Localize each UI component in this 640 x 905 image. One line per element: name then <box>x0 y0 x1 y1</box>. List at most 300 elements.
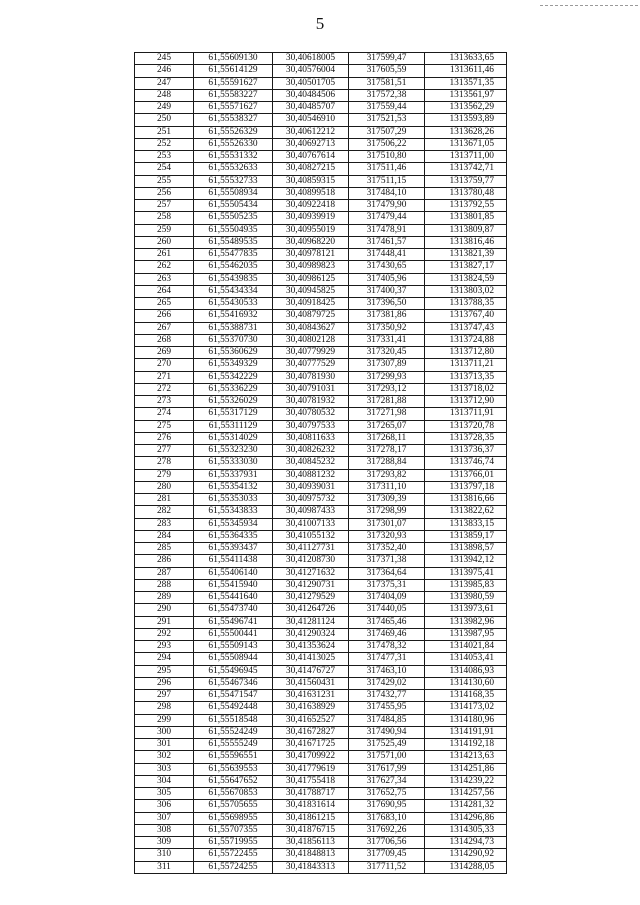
x-coordinate-cell: 317490,94 <box>349 726 425 738</box>
latitude-cell: 61,55343833 <box>194 506 273 518</box>
point-number-cell: 256 <box>135 187 194 199</box>
table-row <box>135 726 507 738</box>
y-coordinate-cell: 1314053,41 <box>425 653 507 665</box>
x-coordinate-cell: 317396,50 <box>349 298 425 310</box>
latitude-cell: 61,55609130 <box>194 53 273 65</box>
longitude-cell: 30,40779929 <box>273 347 349 359</box>
y-coordinate-cell: 1313571,35 <box>425 77 507 89</box>
table-row <box>135 824 507 836</box>
table-row <box>135 628 507 640</box>
longitude-cell: 30,40797533 <box>273 420 349 432</box>
latitude-cell: 61,55496945 <box>194 665 273 677</box>
point-number-cell: 257 <box>135 200 194 212</box>
x-coordinate-cell: 317375,31 <box>349 579 425 591</box>
y-coordinate-cell: 1313711,91 <box>425 408 507 420</box>
latitude-cell: 61,55719955 <box>194 837 273 849</box>
x-coordinate-cell: 317559,44 <box>349 102 425 114</box>
x-coordinate-cell: 317299,93 <box>349 371 425 383</box>
longitude-cell: 30,40987433 <box>273 506 349 518</box>
table-row <box>135 126 507 138</box>
latitude-cell: 61,55406140 <box>194 567 273 579</box>
table-row <box>135 102 507 114</box>
x-coordinate-cell: 317301,07 <box>349 518 425 530</box>
x-coordinate-cell: 317404,09 <box>349 592 425 604</box>
x-coordinate-cell: 317461,57 <box>349 236 425 248</box>
point-number-cell: 270 <box>135 359 194 371</box>
y-coordinate-cell: 1313797,18 <box>425 481 507 493</box>
y-coordinate-cell: 1313611,46 <box>425 65 507 77</box>
longitude-cell: 30,40975732 <box>273 494 349 506</box>
latitude-cell: 61,55505434 <box>194 200 273 212</box>
point-number-cell: 304 <box>135 775 194 787</box>
latitude-cell: 61,55311129 <box>194 420 273 432</box>
latitude-cell: 61,55492448 <box>194 702 273 714</box>
point-number-cell: 272 <box>135 383 194 395</box>
table-row <box>135 739 507 751</box>
latitude-cell: 61,55360629 <box>194 347 273 359</box>
x-coordinate-cell: 317506,22 <box>349 138 425 150</box>
y-coordinate-cell: 1314168,35 <box>425 690 507 702</box>
table-row <box>135 432 507 444</box>
y-coordinate-cell: 1313766,01 <box>425 469 507 481</box>
table-row <box>135 702 507 714</box>
point-number-cell: 248 <box>135 89 194 101</box>
latitude-cell: 61,55342229 <box>194 371 273 383</box>
longitude-cell: 30,40780532 <box>273 408 349 420</box>
latitude-cell: 61,55707355 <box>194 824 273 836</box>
table-row <box>135 249 507 261</box>
x-coordinate-cell: 317268,11 <box>349 432 425 444</box>
longitude-cell: 30,40546910 <box>273 114 349 126</box>
longitude-cell: 30,40899518 <box>273 187 349 199</box>
point-number-cell: 281 <box>135 494 194 506</box>
x-coordinate-cell: 317692,26 <box>349 824 425 836</box>
latitude-cell: 61,55639553 <box>194 763 273 775</box>
x-coordinate-cell: 317320,45 <box>349 347 425 359</box>
longitude-cell: 30,41779619 <box>273 763 349 775</box>
point-number-cell: 302 <box>135 751 194 763</box>
longitude-cell: 30,40986125 <box>273 273 349 285</box>
latitude-cell: 61,55333030 <box>194 457 273 469</box>
latitude-cell: 61,55532733 <box>194 175 273 187</box>
x-coordinate-cell: 317293,82 <box>349 469 425 481</box>
x-coordinate-cell: 317364,64 <box>349 567 425 579</box>
point-number-cell: 297 <box>135 690 194 702</box>
latitude-cell: 61,55509143 <box>194 641 273 653</box>
y-coordinate-cell: 1313982,96 <box>425 616 507 628</box>
longitude-cell: 30,41652527 <box>273 714 349 726</box>
y-coordinate-cell: 1313898,57 <box>425 543 507 555</box>
longitude-cell: 30,40922418 <box>273 200 349 212</box>
x-coordinate-cell: 317484,85 <box>349 714 425 726</box>
longitude-cell: 30,40811633 <box>273 432 349 444</box>
y-coordinate-cell: 1313633,65 <box>425 53 507 65</box>
latitude-cell: 61,55393437 <box>194 543 273 555</box>
longitude-cell: 30,41271632 <box>273 567 349 579</box>
point-number-cell: 286 <box>135 555 194 567</box>
y-coordinate-cell: 1314296,86 <box>425 812 507 824</box>
x-coordinate-cell: 317381,86 <box>349 310 425 322</box>
longitude-cell: 30,40692713 <box>273 138 349 150</box>
longitude-cell: 30,40843627 <box>273 322 349 334</box>
latitude-cell: 61,55505235 <box>194 212 273 224</box>
x-coordinate-cell: 317571,00 <box>349 751 425 763</box>
y-coordinate-cell: 1314251,86 <box>425 763 507 775</box>
table-row <box>135 788 507 800</box>
point-number-cell: 245 <box>135 53 194 65</box>
longitude-cell: 30,41831614 <box>273 800 349 812</box>
latitude-cell: 61,55571627 <box>194 102 273 114</box>
table-row <box>135 641 507 653</box>
y-coordinate-cell: 1313713,35 <box>425 371 507 383</box>
point-number-cell: 280 <box>135 481 194 493</box>
table-row <box>135 677 507 689</box>
y-coordinate-cell: 1314021,84 <box>425 641 507 653</box>
y-coordinate-cell: 1314294,73 <box>425 837 507 849</box>
point-number-cell: 284 <box>135 530 194 542</box>
table-row <box>135 751 507 763</box>
y-coordinate-cell: 1313827,17 <box>425 261 507 273</box>
x-coordinate-cell: 317432,77 <box>349 690 425 702</box>
x-coordinate-cell: 317572,38 <box>349 89 425 101</box>
longitude-cell: 30,41279529 <box>273 592 349 604</box>
y-coordinate-cell: 1313671,05 <box>425 138 507 150</box>
longitude-cell: 30,41127731 <box>273 543 349 555</box>
table-row <box>135 212 507 224</box>
table-row <box>135 285 507 297</box>
y-coordinate-cell: 1313816,66 <box>425 494 507 506</box>
latitude-cell: 61,55583227 <box>194 89 273 101</box>
y-coordinate-cell: 1313801,85 <box>425 212 507 224</box>
point-number-cell: 258 <box>135 212 194 224</box>
x-coordinate-cell: 317709,45 <box>349 849 425 861</box>
latitude-cell: 61,55532633 <box>194 163 273 175</box>
latitude-cell: 61,55722455 <box>194 849 273 861</box>
longitude-cell: 30,41353624 <box>273 641 349 653</box>
y-coordinate-cell: 1313711,21 <box>425 359 507 371</box>
table-row <box>135 861 507 873</box>
x-coordinate-cell: 317511,15 <box>349 175 425 187</box>
latitude-cell: 61,55467346 <box>194 677 273 689</box>
y-coordinate-cell: 1314257,56 <box>425 788 507 800</box>
y-coordinate-cell: 1313824,59 <box>425 273 507 285</box>
y-coordinate-cell: 1314130,60 <box>425 677 507 689</box>
y-coordinate-cell: 1313780,48 <box>425 187 507 199</box>
x-coordinate-cell: 317455,95 <box>349 702 425 714</box>
point-number-cell: 265 <box>135 298 194 310</box>
x-coordinate-cell: 317311,10 <box>349 481 425 493</box>
x-coordinate-cell: 317320,93 <box>349 530 425 542</box>
y-coordinate-cell: 1314086,93 <box>425 665 507 677</box>
y-coordinate-cell: 1313767,40 <box>425 310 507 322</box>
table-row <box>135 359 507 371</box>
latitude-cell: 61,55473740 <box>194 604 273 616</box>
x-coordinate-cell: 317510,80 <box>349 151 425 163</box>
x-coordinate-cell: 317479,44 <box>349 212 425 224</box>
table-row <box>135 200 507 212</box>
longitude-cell: 30,41788717 <box>273 788 349 800</box>
latitude-cell: 61,55370730 <box>194 334 273 346</box>
longitude-cell: 30,40939031 <box>273 481 349 493</box>
table-row <box>135 175 507 187</box>
x-coordinate-cell: 317605,59 <box>349 65 425 77</box>
y-coordinate-cell: 1313816,46 <box>425 236 507 248</box>
latitude-cell: 61,55323230 <box>194 445 273 457</box>
y-coordinate-cell: 1314180,96 <box>425 714 507 726</box>
point-number-cell: 253 <box>135 151 194 163</box>
y-coordinate-cell: 1314213,63 <box>425 751 507 763</box>
x-coordinate-cell: 317521,53 <box>349 114 425 126</box>
point-number-cell: 290 <box>135 604 194 616</box>
point-number-cell: 309 <box>135 837 194 849</box>
latitude-cell: 61,55508944 <box>194 653 273 665</box>
latitude-cell: 61,55314029 <box>194 432 273 444</box>
x-coordinate-cell: 317617,99 <box>349 763 425 775</box>
longitude-cell: 30,40576004 <box>273 65 349 77</box>
y-coordinate-cell: 1313987,95 <box>425 628 507 640</box>
x-coordinate-cell: 317599,47 <box>349 53 425 65</box>
table-row <box>135 187 507 199</box>
x-coordinate-cell: 317288,84 <box>349 457 425 469</box>
longitude-cell: 30,40845232 <box>273 457 349 469</box>
y-coordinate-cell: 1313712,90 <box>425 396 507 408</box>
y-coordinate-cell: 1313711,00 <box>425 151 507 163</box>
point-number-cell: 305 <box>135 788 194 800</box>
x-coordinate-cell: 317298,99 <box>349 506 425 518</box>
y-coordinate-cell: 1313720,78 <box>425 420 507 432</box>
latitude-cell: 61,55504935 <box>194 224 273 236</box>
y-coordinate-cell: 1313788,35 <box>425 298 507 310</box>
latitude-cell: 61,55411438 <box>194 555 273 567</box>
point-number-cell: 300 <box>135 726 194 738</box>
point-number-cell: 293 <box>135 641 194 653</box>
latitude-cell: 61,55531332 <box>194 151 273 163</box>
x-coordinate-cell: 317430,65 <box>349 261 425 273</box>
table-row <box>135 396 507 408</box>
y-coordinate-cell: 1313942,12 <box>425 555 507 567</box>
longitude-cell: 30,40939919 <box>273 212 349 224</box>
longitude-cell: 30,41264726 <box>273 604 349 616</box>
latitude-cell: 61,55326029 <box>194 396 273 408</box>
longitude-cell: 30,41671725 <box>273 739 349 751</box>
y-coordinate-cell: 1313859,17 <box>425 530 507 542</box>
x-coordinate-cell: 317429,02 <box>349 677 425 689</box>
longitude-cell: 30,41290731 <box>273 579 349 591</box>
x-coordinate-cell: 317271,98 <box>349 408 425 420</box>
point-number-cell: 250 <box>135 114 194 126</box>
point-number-cell: 311 <box>135 861 194 873</box>
table-row <box>135 812 507 824</box>
table-row <box>135 653 507 665</box>
point-number-cell: 268 <box>135 334 194 346</box>
table-row <box>135 322 507 334</box>
point-number-cell: 303 <box>135 763 194 775</box>
y-coordinate-cell: 1313975,41 <box>425 567 507 579</box>
point-number-cell: 283 <box>135 518 194 530</box>
y-coordinate-cell: 1313562,29 <box>425 102 507 114</box>
x-coordinate-cell: 317307,89 <box>349 359 425 371</box>
point-number-cell: 275 <box>135 420 194 432</box>
longitude-cell: 30,40781930 <box>273 371 349 383</box>
y-coordinate-cell: 1314239,22 <box>425 775 507 787</box>
top-divider <box>540 5 638 6</box>
point-number-cell: 254 <box>135 163 194 175</box>
longitude-cell: 30,41848813 <box>273 849 349 861</box>
longitude-cell: 30,40955019 <box>273 224 349 236</box>
y-coordinate-cell: 1313821,39 <box>425 249 507 261</box>
longitude-cell: 30,40945825 <box>273 285 349 297</box>
latitude-cell: 61,55526330 <box>194 138 273 150</box>
table-row <box>135 592 507 604</box>
x-coordinate-cell: 317507,29 <box>349 126 425 138</box>
latitude-cell: 61,55596551 <box>194 751 273 763</box>
x-coordinate-cell: 317711,52 <box>349 861 425 873</box>
latitude-cell: 61,55477835 <box>194 249 273 261</box>
y-coordinate-cell: 1314191,91 <box>425 726 507 738</box>
longitude-cell: 30,40918425 <box>273 298 349 310</box>
point-number-cell: 264 <box>135 285 194 297</box>
y-coordinate-cell: 1313833,15 <box>425 518 507 530</box>
longitude-cell: 30,41638929 <box>273 702 349 714</box>
point-number-cell: 261 <box>135 249 194 261</box>
point-number-cell: 271 <box>135 371 194 383</box>
table-row <box>135 310 507 322</box>
point-number-cell: 247 <box>135 77 194 89</box>
x-coordinate-cell: 317479,90 <box>349 200 425 212</box>
latitude-cell: 61,55349329 <box>194 359 273 371</box>
longitude-cell: 30,41007133 <box>273 518 349 530</box>
longitude-cell: 30,41208730 <box>273 555 349 567</box>
table-row <box>135 518 507 530</box>
point-number-cell: 310 <box>135 849 194 861</box>
point-number-cell: 263 <box>135 273 194 285</box>
point-number-cell: 285 <box>135 543 194 555</box>
latitude-cell: 61,55670853 <box>194 788 273 800</box>
latitude-cell: 61,55496741 <box>194 616 273 628</box>
longitude-cell: 30,40791031 <box>273 383 349 395</box>
latitude-cell: 61,55705655 <box>194 800 273 812</box>
longitude-cell: 30,40826232 <box>273 445 349 457</box>
point-number-cell: 289 <box>135 592 194 604</box>
longitude-cell: 30,41843313 <box>273 861 349 873</box>
y-coordinate-cell: 1313712,80 <box>425 347 507 359</box>
longitude-cell: 30,41413025 <box>273 653 349 665</box>
point-number-cell: 306 <box>135 800 194 812</box>
table-row <box>135 89 507 101</box>
point-number-cell: 255 <box>135 175 194 187</box>
longitude-cell: 30,41290324 <box>273 628 349 640</box>
table-row <box>135 347 507 359</box>
latitude-cell: 61,55416932 <box>194 310 273 322</box>
coordinates-table <box>134 52 507 874</box>
latitude-cell: 61,55441640 <box>194 592 273 604</box>
point-number-cell: 282 <box>135 506 194 518</box>
y-coordinate-cell: 1313718,02 <box>425 383 507 395</box>
table-row <box>135 837 507 849</box>
longitude-cell: 30,40802128 <box>273 334 349 346</box>
y-coordinate-cell: 1313759,77 <box>425 175 507 187</box>
x-coordinate-cell: 317706,56 <box>349 837 425 849</box>
point-number-cell: 295 <box>135 665 194 677</box>
point-number-cell: 288 <box>135 579 194 591</box>
latitude-cell: 61,55524249 <box>194 726 273 738</box>
longitude-cell: 30,40501705 <box>273 77 349 89</box>
latitude-cell: 61,55500441 <box>194 628 273 640</box>
longitude-cell: 30,41755418 <box>273 775 349 787</box>
table-row <box>135 261 507 273</box>
table-row <box>135 494 507 506</box>
longitude-cell: 30,40881232 <box>273 469 349 481</box>
x-coordinate-cell: 317440,05 <box>349 604 425 616</box>
table-row <box>135 579 507 591</box>
y-coordinate-cell: 1313747,43 <box>425 322 507 334</box>
point-number-cell: 274 <box>135 408 194 420</box>
point-number-cell: 301 <box>135 739 194 751</box>
table-row <box>135 604 507 616</box>
point-number-cell: 291 <box>135 616 194 628</box>
latitude-cell: 61,55388731 <box>194 322 273 334</box>
longitude-cell: 30,41709922 <box>273 751 349 763</box>
x-coordinate-cell: 317484,10 <box>349 187 425 199</box>
x-coordinate-cell: 317309,39 <box>349 494 425 506</box>
x-coordinate-cell: 317448,41 <box>349 249 425 261</box>
x-coordinate-cell: 317352,40 <box>349 543 425 555</box>
longitude-cell: 30,40484506 <box>273 89 349 101</box>
longitude-cell: 30,41055132 <box>273 530 349 542</box>
table-row <box>135 334 507 346</box>
latitude-cell: 61,55317129 <box>194 408 273 420</box>
point-number-cell: 298 <box>135 702 194 714</box>
x-coordinate-cell: 317652,75 <box>349 788 425 800</box>
latitude-cell: 61,55591627 <box>194 77 273 89</box>
x-coordinate-cell: 317405,96 <box>349 273 425 285</box>
point-number-cell: 273 <box>135 396 194 408</box>
table-row <box>135 714 507 726</box>
latitude-cell: 61,55538327 <box>194 114 273 126</box>
y-coordinate-cell: 1314305,33 <box>425 824 507 836</box>
table-row <box>135 408 507 420</box>
y-coordinate-cell: 1313985,83 <box>425 579 507 591</box>
x-coordinate-cell: 317265,07 <box>349 420 425 432</box>
table-row <box>135 506 507 518</box>
table-row <box>135 763 507 775</box>
latitude-cell: 61,55518548 <box>194 714 273 726</box>
y-coordinate-cell: 1313736,37 <box>425 445 507 457</box>
y-coordinate-cell: 1313746,74 <box>425 457 507 469</box>
point-number-cell: 307 <box>135 812 194 824</box>
longitude-cell: 30,40781932 <box>273 396 349 408</box>
y-coordinate-cell: 1314192,18 <box>425 739 507 751</box>
latitude-cell: 61,55434334 <box>194 285 273 297</box>
x-coordinate-cell: 317465,46 <box>349 616 425 628</box>
latitude-cell: 61,55353033 <box>194 494 273 506</box>
table-row <box>135 665 507 677</box>
x-coordinate-cell: 317627,34 <box>349 775 425 787</box>
y-coordinate-cell: 1313792,55 <box>425 200 507 212</box>
y-coordinate-cell: 1313628,26 <box>425 126 507 138</box>
y-coordinate-cell: 1314290,92 <box>425 849 507 861</box>
x-coordinate-cell: 317278,17 <box>349 445 425 457</box>
table-row <box>135 298 507 310</box>
point-number-cell: 287 <box>135 567 194 579</box>
table-row <box>135 445 507 457</box>
x-coordinate-cell: 317683,10 <box>349 812 425 824</box>
point-number-cell: 262 <box>135 261 194 273</box>
x-coordinate-cell: 317581,51 <box>349 77 425 89</box>
x-coordinate-cell: 317478,91 <box>349 224 425 236</box>
longitude-cell: 30,40777529 <box>273 359 349 371</box>
latitude-cell: 61,55345934 <box>194 518 273 530</box>
